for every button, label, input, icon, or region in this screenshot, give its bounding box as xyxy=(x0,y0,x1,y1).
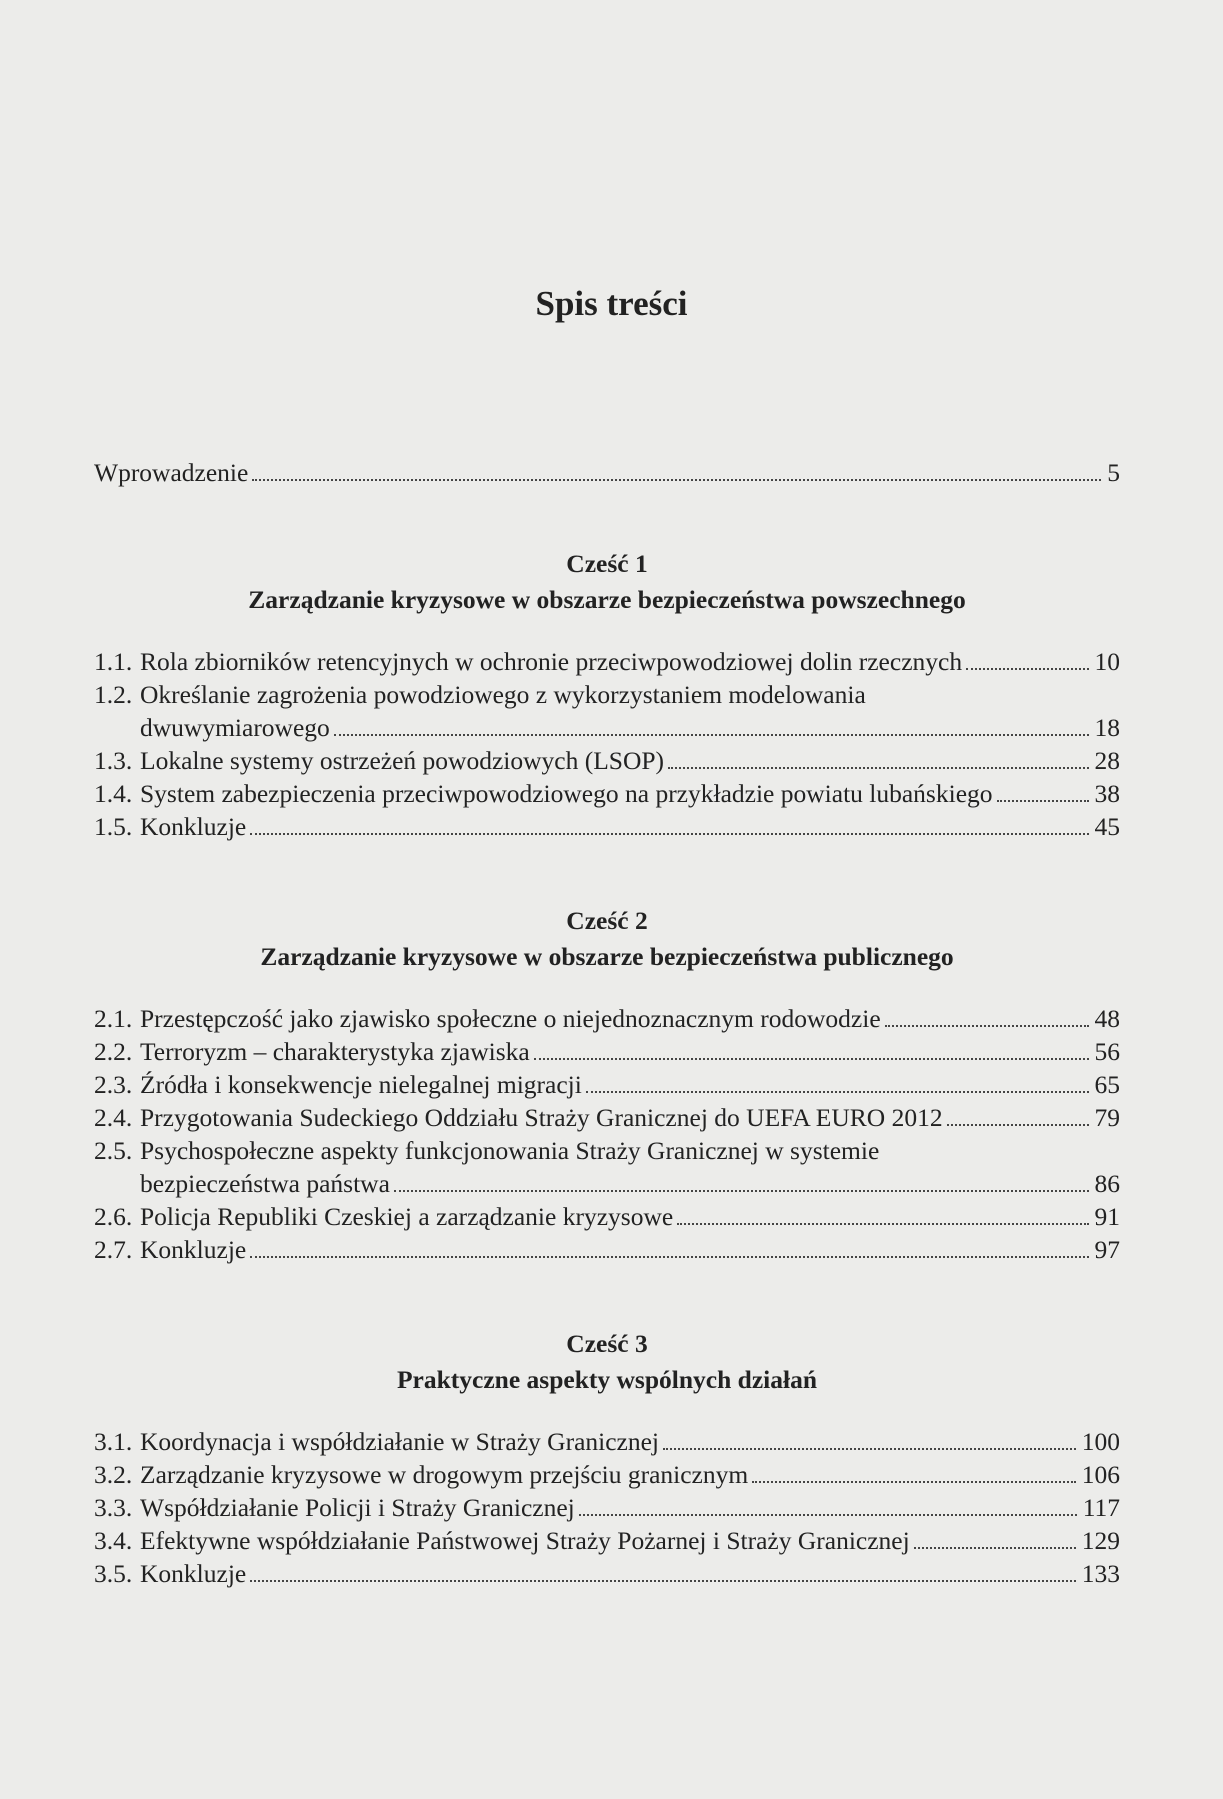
toc-entry xyxy=(94,678,1120,711)
part-label: Cześć 3 xyxy=(566,1329,648,1358)
toc-entry-continuation xyxy=(94,1167,1120,1200)
dot-leader xyxy=(752,1481,1076,1483)
toc-entry-number: 2.6. xyxy=(94,1202,133,1231)
toc-entry-intro xyxy=(94,456,1120,489)
toc-entry-number: 2.5. xyxy=(94,1136,133,1165)
toc-entry-number: 1.4. xyxy=(94,779,133,808)
part-label: Cześć 1 xyxy=(566,549,648,578)
toc-entry-label: Terroryzm – charakterystyka zjawiska xyxy=(140,1037,530,1066)
toc-entry-label: Przestępczość jako zjawisko społeczne o niejednoznacznym rodowodzie xyxy=(140,1004,881,1033)
dot-leader xyxy=(677,1223,1088,1225)
toc-entry-number: 2.2. xyxy=(94,1037,133,1066)
toc-entry xyxy=(94,645,1120,678)
toc-page-number: 129 xyxy=(1081,1526,1120,1555)
toc-entry-number: 3.2. xyxy=(94,1460,133,1489)
toc-entry-number: 1.1. xyxy=(94,647,133,676)
toc-entry xyxy=(94,1491,1120,1524)
toc-page-number: 106 xyxy=(1081,1460,1120,1489)
toc-entry-label: Konkluzje xyxy=(140,812,247,841)
toc-entry-label: Zarządzanie kryzysowe w drogowym przejściu granicznym xyxy=(140,1460,749,1489)
toc-page-number: 79 xyxy=(1094,1103,1120,1132)
toc-page-number: 5 xyxy=(1107,458,1120,487)
toc-entry-number: 2.4. xyxy=(94,1103,133,1132)
toc-entry-label: Psychospołeczne aspekty funkcjonowania Straży Granicznej w systemie xyxy=(140,1136,880,1165)
toc-entry-number: 1.5. xyxy=(94,812,133,841)
toc-entry-label: Rola zbiorników retencyjnych w ochronie przeciwpowodziowej dolin rzecznych xyxy=(140,647,963,676)
dot-leader xyxy=(586,1091,1089,1093)
toc-entry-label: Wprowadzenie xyxy=(94,458,249,487)
toc-entry xyxy=(94,1425,1120,1458)
dot-leader xyxy=(997,800,1089,802)
toc-entry-number: 1.3. xyxy=(94,746,133,775)
part-title: Zarządzanie kryzysowe w obszarze bezpieczeństwa publicznego xyxy=(260,942,954,971)
dot-leader xyxy=(250,1580,1076,1582)
toc-page-number: 18 xyxy=(1094,713,1120,742)
toc-entry xyxy=(94,1557,1120,1590)
dot-leader xyxy=(534,1058,1089,1060)
toc-entry-label-continued: bezpieczeństwa państwa xyxy=(140,1169,390,1198)
toc-entry-label: Lokalne systemy ostrzeżeń powodziowych (LSOP) xyxy=(140,746,665,775)
toc-entry-number: 2.3. xyxy=(94,1070,133,1099)
toc-page-number: 97 xyxy=(1094,1235,1120,1264)
dot-leader xyxy=(914,1547,1076,1549)
toc-entry xyxy=(94,1035,1120,1068)
toc-entry xyxy=(94,1002,1120,1035)
toc-entry-label: Określanie zagrożenia powodziowego z wykorzystaniem modelowania xyxy=(140,680,866,709)
toc-page-number: 117 xyxy=(1082,1493,1120,1522)
dot-leader xyxy=(663,1448,1076,1450)
toc-page-number: 91 xyxy=(1094,1202,1120,1231)
toc-entry xyxy=(94,744,1120,777)
toc-entry-label: Źródła i konsekwencje nielegalnej migracji xyxy=(140,1070,582,1099)
toc-entry-number: 3.4. xyxy=(94,1526,133,1555)
dot-leader xyxy=(668,767,1088,769)
toc-entry xyxy=(94,1200,1120,1233)
toc-entry-number: 3.1. xyxy=(94,1427,133,1456)
toc-entry-number: 1.2. xyxy=(94,680,133,709)
dot-leader xyxy=(250,833,1088,835)
dot-leader xyxy=(579,1514,1077,1516)
toc-page-number: 28 xyxy=(1094,746,1120,775)
dot-leader xyxy=(885,1025,1089,1027)
dot-leader xyxy=(947,1124,1089,1126)
dot-leader xyxy=(252,479,1101,481)
toc-entry-label: Efektywne współdziałanie Państwowej Straży Pożarnej i Straży Granicznej xyxy=(140,1526,910,1555)
toc-entry-number: 2.1. xyxy=(94,1004,133,1033)
toc-entry xyxy=(94,1524,1120,1557)
toc-entry-number: 3.5. xyxy=(94,1559,133,1588)
dot-leader xyxy=(394,1190,1089,1192)
toc-page-number: 45 xyxy=(1094,812,1120,841)
toc-entry-continuation xyxy=(94,711,1120,744)
toc-entry xyxy=(94,777,1120,810)
toc-entry xyxy=(94,1233,1120,1266)
toc-entry-label: Policja Republiki Czeskiej a zarządzanie kryzysowe xyxy=(140,1202,674,1231)
toc-page-number: 133 xyxy=(1081,1559,1120,1588)
toc-page-number: 86 xyxy=(1094,1169,1120,1198)
toc-entry-number: 2.7. xyxy=(94,1235,133,1264)
toc-entry-number: 3.3. xyxy=(94,1493,133,1522)
toc-page-number: 100 xyxy=(1081,1427,1120,1456)
page-title: Spis treści xyxy=(535,284,688,323)
toc-entry-label: Współdziałanie Policji i Straży Granicznej xyxy=(140,1493,575,1522)
toc-entry xyxy=(94,1134,1120,1167)
toc-entry-label: Konkluzje xyxy=(140,1559,247,1588)
toc-entry xyxy=(94,1458,1120,1491)
toc-entry xyxy=(94,1068,1120,1101)
part-label: Cześć 2 xyxy=(566,906,648,935)
toc-entry-label: Konkluzje xyxy=(140,1235,247,1264)
toc-page-number: 10 xyxy=(1094,647,1120,676)
part-title: Praktyczne aspekty wspólnych działań xyxy=(396,1365,818,1394)
toc-page-number: 48 xyxy=(1094,1004,1120,1033)
part-title: Zarządzanie kryzysowe w obszarze bezpieczeństwa powszechnego xyxy=(248,585,966,614)
toc-entry xyxy=(94,1101,1120,1134)
dot-leader xyxy=(966,668,1088,670)
toc-entry xyxy=(94,810,1120,843)
dot-leader xyxy=(334,734,1089,736)
toc-entry-label: Przygotowania Sudeckiego Oddziału Straży Granicznej do UEFA EURO 2012 xyxy=(140,1103,943,1132)
toc-page-number: 38 xyxy=(1094,779,1120,808)
toc-entry-label-continued: dwuwymiarowego xyxy=(140,713,330,742)
toc-page-number: 65 xyxy=(1094,1070,1120,1099)
toc-entry-label: Koordynacja i współdziałanie w Straży Granicznej xyxy=(140,1427,660,1456)
toc-page-number: 56 xyxy=(1094,1037,1120,1066)
table-of-contents xyxy=(94,456,1120,1590)
dot-leader xyxy=(250,1256,1088,1258)
toc-entry-label: System zabezpieczenia przeciwpowodziowego na przykładzie powiatu lubańskiego xyxy=(140,779,993,808)
